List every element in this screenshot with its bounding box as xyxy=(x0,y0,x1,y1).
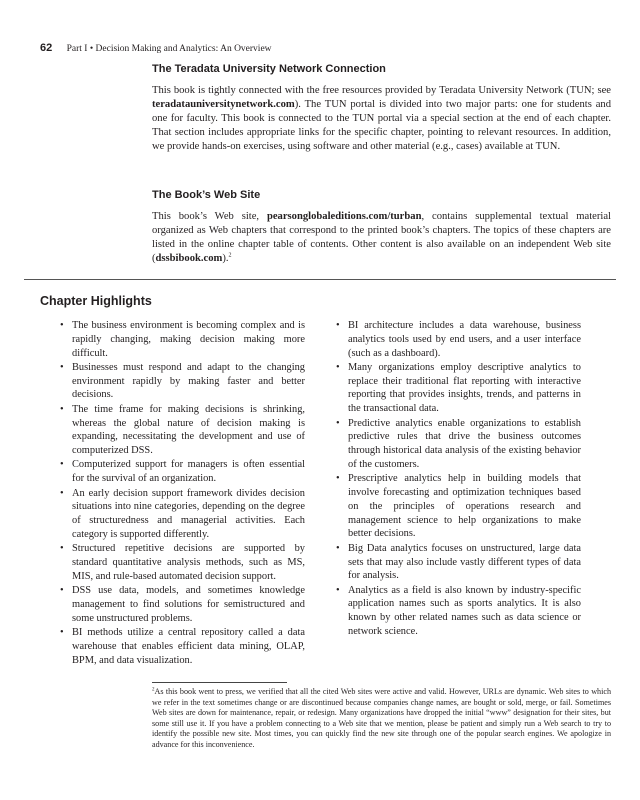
footnote-mark: 2 xyxy=(152,687,155,693)
bullet-icon: • xyxy=(60,459,64,471)
highlight-text: Many organizations employ descriptive analytics to replace their traditional flat reporting with interactive reporting that provides insights, trends, and patterns in the transactional data. xyxy=(348,361,581,415)
bullet-icon: • xyxy=(60,543,64,555)
highlight-item xyxy=(336,472,581,541)
web-link-1: pearsonglobaleditions.com/turban xyxy=(266,211,422,222)
web-link-2: dssbibook.com xyxy=(155,253,223,264)
footnote xyxy=(152,687,611,751)
bullet-icon: • xyxy=(60,585,64,597)
bullet-icon: • xyxy=(336,361,340,373)
highlight-text: The time frame for making decisions is shrinking, whereas the global nature of decision making is expanding, necessitating the development and use of computerized DSS. xyxy=(72,403,305,457)
highlight-text: BI methods utilize a central repository called a data warehouse that enables efficient data mining, OLAP, BPM, and data visualization. xyxy=(72,627,305,666)
highlight-item xyxy=(336,542,581,583)
highlight-text: Predictive analytics enable organizations to establish predictive rules that drive the business outcomes through historical data analysis of the existing behavior of the customers. xyxy=(348,417,581,470)
highlight-item xyxy=(60,626,305,667)
highlight-text: Computerized support for managers is often essential for the survival of an organization. xyxy=(72,459,305,485)
tun-link: teradatauniversitynetwork.com xyxy=(152,99,295,110)
highlight-text: DSS use data, models, and sometimes knowledge management to find solutions for semistructured and some unstructured problems. xyxy=(72,585,305,624)
web-heading: The Book’s Web Site xyxy=(152,189,261,201)
footnote-divider xyxy=(152,682,287,683)
bullet-icon: • xyxy=(336,584,340,596)
highlight-item xyxy=(60,542,305,583)
highlight-item xyxy=(336,584,581,639)
highlight-text: Analytics as a field is also known by industry-specific application names such as sports analytics. It is also known by other related names such as data science or network science. xyxy=(348,584,581,638)
chapter-highlights-title: Chapter Highlights xyxy=(40,294,152,308)
web-text-2: , contains supplemental textual material organized as Web chapters that correspond to the printed book’s chapters. The topics of these chapters are listed in the online chapter table of contents. Other content is also available on an independent Web site ( xyxy=(152,211,611,264)
highlight-item xyxy=(336,319,581,360)
tun-paragraph xyxy=(152,84,611,154)
bullet-icon: • xyxy=(336,473,340,485)
highlight-item xyxy=(60,487,305,542)
footnote-ref: 2 xyxy=(228,252,232,259)
highlight-text: Prescriptive analytics help in building models that involve forecasting and optimization techniques based on the principles of operations research and management science to help organizations to make better decisions. xyxy=(348,473,581,540)
highlight-item xyxy=(60,403,305,458)
highlight-text: An early decision support framework divides decision situations into nine categories, depending on the degree of structuredness and managerial activities. Each category is supported differently. xyxy=(72,487,305,540)
highlights-left-column xyxy=(60,319,305,668)
bullet-icon: • xyxy=(336,542,340,554)
highlight-text: Structured repetitive decisions are supported by standard quantitative analysis methods, such as MS, MIS, and rule-based automated decision support. xyxy=(72,543,305,582)
tun-text-1: This book is tightly connected with the free resources provided by Teradata University Network (TUN; see xyxy=(152,85,611,96)
web-text-3: ). xyxy=(222,253,229,264)
highlight-item xyxy=(336,361,581,416)
running-head-text: Part I • Decision Making and Analytics: An Overview xyxy=(66,44,272,54)
highlight-item xyxy=(60,458,305,486)
highlight-text: The business environment is becoming complex and is rapidly changing, making decision making more difficult. xyxy=(72,320,305,359)
running-header xyxy=(40,42,610,54)
chapter-divider xyxy=(24,279,616,280)
bullet-icon: • xyxy=(60,320,64,331)
highlight-text: Big Data analytics focuses on unstructured, large data sets that may also include vastly different types of data for analysis. xyxy=(348,542,581,582)
bullet-icon: • xyxy=(60,403,64,415)
web-paragraph xyxy=(152,210,611,266)
tun-section xyxy=(152,63,611,154)
bullet-icon: • xyxy=(60,361,64,373)
highlight-item xyxy=(60,319,305,360)
bullet-icon: • xyxy=(336,417,340,429)
highlight-text: BI architecture includes a data warehouse, business analytics tools used by end users, and a user interface (such as a dashboard). xyxy=(348,320,581,359)
bullet-icon: • xyxy=(60,487,64,499)
highlights-right-column xyxy=(336,319,581,639)
tun-text-2: ). The TUN portal is divided into two major parts: one for students and one for faculty. This book is connected to the TUN portal via a special section at the end of each chapter. That section includes appropriate links for the specific chapter, pointing to relevant resources. In addition, we provide hands-on exercises, using software and other material (e.g., cases) available at TUN. xyxy=(152,99,611,152)
tun-heading: The Teradata University Network Connection xyxy=(152,63,386,75)
web-section xyxy=(152,189,611,266)
page-number: 62 xyxy=(40,42,53,54)
highlight-text: Businesses must respond and adapt to the changing environment rapidly by making faster and better decisions. xyxy=(72,361,305,401)
highlight-item xyxy=(60,584,305,625)
highlight-item xyxy=(336,417,581,472)
web-text-1: This book’s Web site, xyxy=(152,211,267,222)
bullet-icon: • xyxy=(336,320,340,331)
bullet-icon: • xyxy=(60,627,64,639)
highlight-item xyxy=(60,361,305,402)
footnote-text: As this book went to press, we verified that all the cited Web sites were active and valid. However, URLs are dynamic. Web sites to which we refer in the text sometimes change or are discontinued because companies change names, are bought or sold, merge, or fail. Sometimes Web sites are down for maintenance, repair, or redesign. Many organizations have dropped the initial “www” designation for their sites, but some still use it. If you have a problem connecting to a Web site that we mention, please be patient and simply run a Web search to try to identify the possible new site. Most times, you can quickly find the new site through one of the popular search engines. We apologize in advance for this inconvenience. xyxy=(152,687,611,749)
